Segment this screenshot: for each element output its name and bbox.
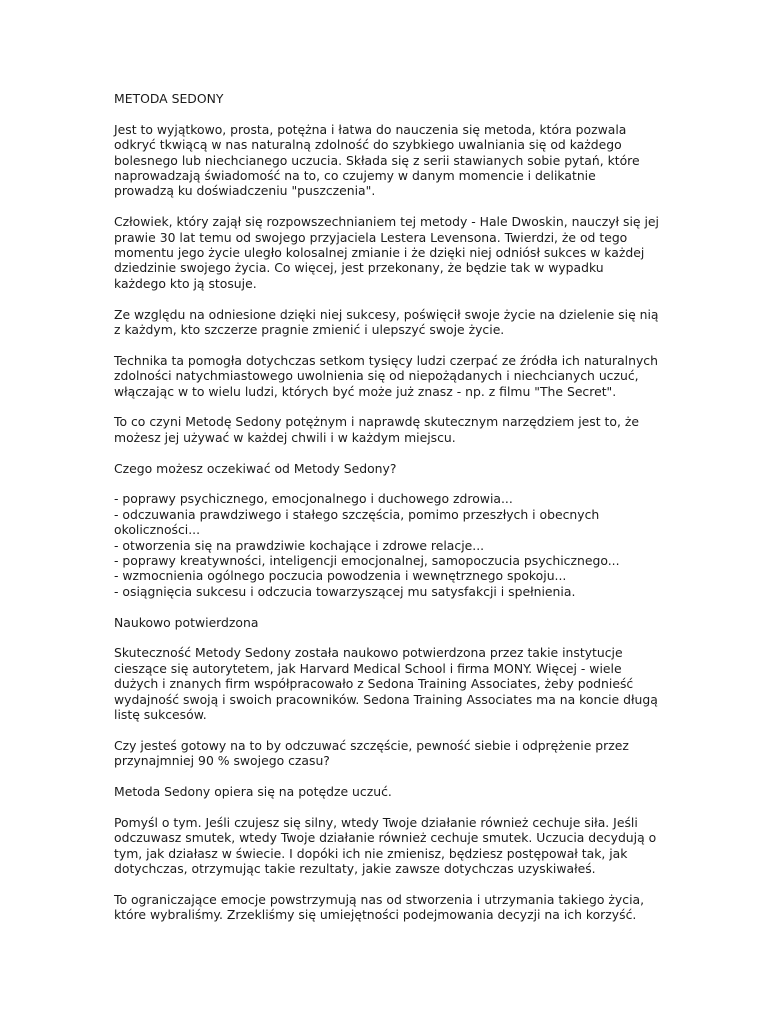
paragraph: Jest to wyjątkowo, prosta, potężna i łatwa do nauczenia się metoda, która pozwala odkryć tkwiącą w nas naturalną zdolność do szybkiego uwalniania się od każdego bolesnego lub niechcianego uczucia. Składa się z serii stawianych sobie pytań, które naprowadzają świadomość na to, co czujemy w danym momencie i delikatnie prowadzą ku doświadczeniu "puszczenia". (114, 121, 640, 199)
section-question: Czego możesz oczekiwać od Metody Sedony? (114, 460, 397, 476)
paragraph: To co czyni Metodę Sedony potężnym i naprawdę skutecznym narzędziem jest to, że możesz jej używać w każdej chwili i w każdym miejscu. (114, 414, 639, 445)
list-item: - poprawy kreatywności, inteligencji emocjonalnej, samopoczucia psychicznego... (114, 553, 620, 569)
paragraph: Czy jesteś gotowy na to by odczuwać szczęście, pewność siebie i odprężenie przez przynajmniej 90 % swojego czasu? (114, 737, 629, 769)
benefits-list (114, 491, 659, 599)
paragraph: Metoda Sedony opiera się na potędze uczuć. (114, 784, 392, 800)
paragraph: Człowiek, który zajął się rozpowszechnianiem tej metody - Hale Dwoskin, nauczył się jej prawie 30 lat temu od swojego przyjaciela Lestera Levensona. Twierdzi, że od tego momentu jego życie uległo kolosalnej zmianie i że dzięki niej odniósł sukces w każdej dziedzinie swojego życia. Co więcej, jest przekonany, że będzie tak w wypadku każdego kto ją stosuje. (114, 214, 659, 291)
document-title: METODA SEDONY (114, 91, 224, 106)
list-item: - otworzenia się na prawdziwie kochające i zdrowe relacje... (114, 537, 485, 553)
document-page (114, 91, 659, 938)
list-item: - wzmocnienia ogólnego poczucia powodzenia i wewnętrznego spokoju... (114, 568, 567, 584)
paragraph: Pomyśl o tym. Jeśli czujesz się silny, wtedy Twoje działanie również cechuje siła. Jeśli odczuwasz smutek, wtedy Twoje działanie również cechuje smutek. Uczucia decydują o tym, jak działasz w świecie. I dopóki ich nie zmienisz, będziesz postępował tak, jak dotychczas, otrzymując takie rezultaty, jakie zawsze dotychczas uzyskiwałeś. (114, 814, 657, 877)
paragraph: Skuteczność Metody Sedony została naukowo potwierdzona przez takie instytucje cieszące się autorytetem, jak Harvard Medical School i firma MONY. Więcej - wiele dużych i znanych firm współpracowało z Sedona Training Associates, żeby podnieść wydajność swoją i swoich pracowników. Sedona Training Associates ma na koncie długą listę sukcesów. (114, 645, 658, 723)
paragraph: To ograniczające emocje powstrzymują nas od stworzenia i utrzymania takiego życia, które wybraliśmy. Zrzekliśmy się umiejętności podejmowania decyzji na ich korzyść. (114, 891, 645, 923)
list-item: - poprawy psychicznego, emocjonalnego i duchowego zdrowia... (114, 491, 513, 507)
paragraph: Technika ta pomogła dotychczas setkom tysięcy ludzi czerpać ze źródła ich naturalnych zdolności natychmiastowego uwolnienia się od niepożądanych i niechcianych uczuć, włączając w to wielu ludzi, których być może już znasz - np. z filmu "The Secret". (114, 352, 658, 399)
list-item: - odczuwania prawdziwego i stałego szczęścia, pomimo przeszłych i obecnych okoliczności... (114, 506, 600, 538)
list-item: - osiągnięcia sukcesu i odczucia towarzyszącej mu satysfakcji i spełnienia. (114, 583, 576, 599)
section-heading: Naukowo potwierdzona (114, 614, 259, 630)
paragraph: Ze względu na odniesione dzięki niej sukcesy, poświęcił swoje życie na dzielenie się nią z każdym, kto szczerze pragnie zmienić i ulepszyć swoje życie. (114, 306, 659, 338)
